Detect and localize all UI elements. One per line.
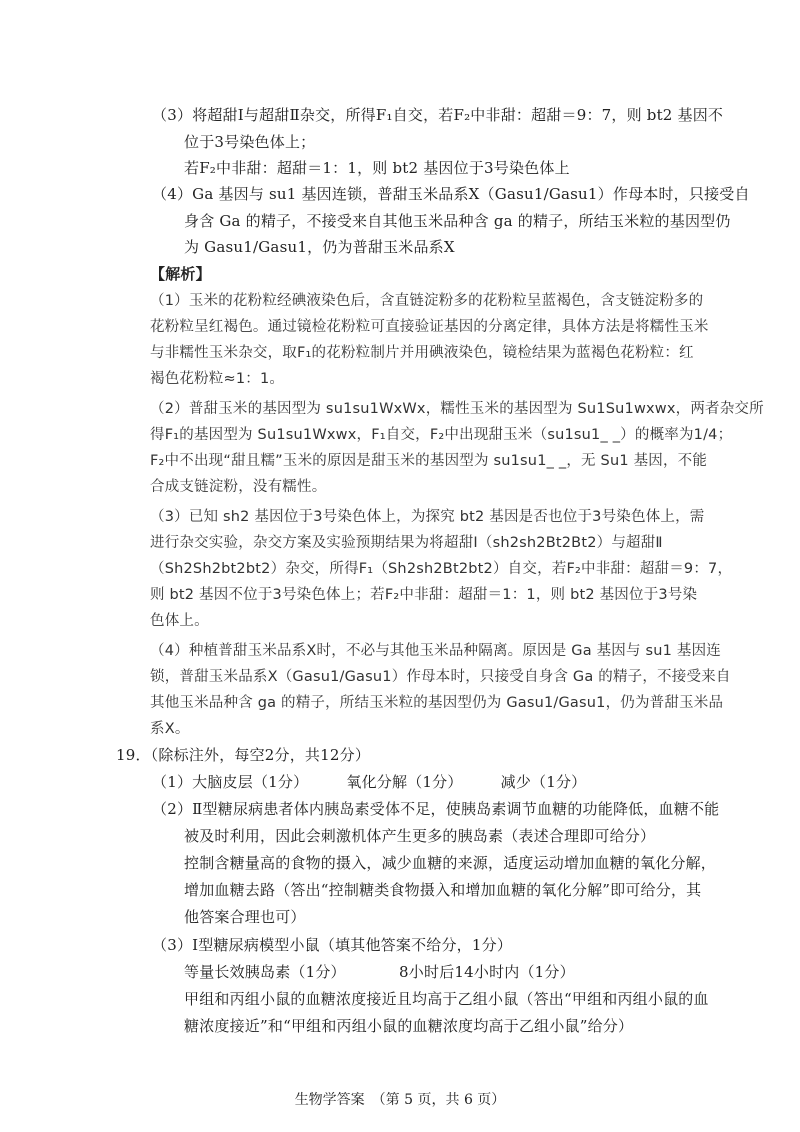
question19-part3-line3: 甲组和丙组小鼠的血糖浓度接近且均高于乙组小鼠（答出“甲组和丙组小鼠的血 [184,990,709,1008]
analysis-part2-line1: （2）普甜玉米的基因型为 su1su1WxWx，糯性玉米的基因型为 Su1Su1wxwx，两者杂交所 [150,401,764,417]
answer18-part3-line1: （3）将超甜Ⅰ与超甜Ⅱ杂交，所得F₁自交，若F₂中非甜：超甜＝9：7，则 bt2 基因不 [152,106,724,124]
analysis-part4-line2: 锁，普甜玉米品系X（Gasu1/Gasu1）作母本时，只接受自身含 Ga 的精子，不接受来自 [150,669,731,685]
question19-part2-line1: （2）Ⅱ型糖尿病患者体内胰岛素受体不足，使胰岛素调节血糖的功能降低，血糖不能 [152,800,720,818]
answer18-part3-line3: 若F₂中非甜：超甜＝1：1，则 bt2 基因位于3号染色体上 [184,159,570,177]
answer18-part4-line2: 身含 Ga 的精子，不接受来自其他玉米品种含 ga 的精子，所结玉米粒的基因型仍 [184,212,731,230]
analysis-part4-line3: 其他玉米品种含 ga 的精子，所结玉米粒的基因型仍为 Gasu1/Gasu1，仍为普甜玉米品 [150,695,724,711]
analysis-heading: 【解析】 [150,265,211,283]
page-footer: 生物学答案 （第 5 页，共 6 页） [294,1092,506,1108]
question19-part2-line2: 被及时利用，因此会刺激机体产生更多的胰岛素（表述合理即可给分） [184,827,656,845]
analysis-part1-line1: （1）玉米的花粉粒经碘液染色后，含直链淀粉多的花粉粒呈蓝褐色，含支链淀粉多的 [150,293,704,309]
question19-part2-line3: 控制含糖量高的食物的摄入，减少血糖的来源，适度运动增加血糖的氧化分解， [184,854,717,872]
analysis-part4-line1: （4）种植普甜玉米品系X时，不必与其他玉米品种隔离。原因是 Ga 基因与 su1 基因连 [150,643,721,659]
analysis-part1-line3: 与非糯性玉米杂交，取F₁的花粉粒制片并用碘液染色，镜检结果为蓝褐色花粉粒：红 [150,345,694,361]
question19-part2-line5: 他答案合理也可） [184,908,306,926]
analysis-part2-line2: 得F₁的基因型为 Su1su1Wxwx，F₁自交，F₂中出现甜玉米（su1su1_ _）的概率为1/4； [150,427,733,443]
analysis-part3-line3: （Sh2Sh2bt2bt2）杂交，所得F₁（Sh2sh2Bt2bt2）自交，若F₂中非甜：超甜＝9：7， [150,561,733,577]
answer18-part4-line3: 为 Gasu1/Gasu1，仍为普甜玉米品系X [184,238,455,256]
analysis-part2-line3: F₂中不出现“甜且糯”玉米的原因是甜玉米的基因型为 su1su1_ _，无 Su1 基因，不能 [150,453,708,469]
analysis-part3-line1: （3）已知 sh2 基因位于3号染色体上，为探究 bt2 基因是否也位于3号染色体上，需 [150,509,705,525]
question19-part1: （1）大脑皮层（1分） 氧化分解（1分） 减少（1分） [152,773,587,791]
question19-part2-line4: 增加血糖去路（答出“控制糖类食物摄入和增加血糖的氧化分解”即可给分，其 [184,881,702,899]
analysis-part3-line2: 进行杂交实验，杂交方案及实验预期结果为将超甜Ⅰ（sh2sh2Bt2Bt2）与超甜Ⅱ [150,535,663,551]
answer18-part4-line1: （4）Ga 基因与 su1 基因连锁，普甜玉米品系X（Gasu1/Gasu1）作母本时，只接受自 [152,185,750,203]
analysis-part4-line4: 系X。 [150,721,190,737]
question19-title: 19．（除标注外，每空2分，共12分） [116,746,371,764]
question19-part3-line2: 等量长效胰岛素（1分） 8小时后14小时内（1分） [184,963,575,981]
analysis-part2-line4: 合成支链淀粉，没有糯性。 [150,479,327,495]
analysis-part3-line4: 则 bt2 基因不位于3号染色体上；若F₂中非甜：超甜＝1：1，则 bt2 基因位于3号染 [150,587,698,603]
question19-part3-line4: 糖浓度接近”和“甲组和丙组小鼠的血糖浓度均高于乙组小鼠”给分） [184,1017,634,1035]
question19-part3-line1: （3）Ⅰ型糖尿病模型小鼠（填其他答案不给分，1分） [152,936,513,954]
answer18-part3-line2: 位于3号染色体上； [184,133,316,151]
analysis-part1-line4: 褐色花粉粒≈1：1。 [150,371,285,387]
analysis-part3-line5: 色体上。 [150,613,209,629]
analysis-part1-line2: 花粉粒呈红褐色。通过镜检花粉粒可直接验证基因的分离定律，具体方法是将糯性玉米 [150,319,709,335]
